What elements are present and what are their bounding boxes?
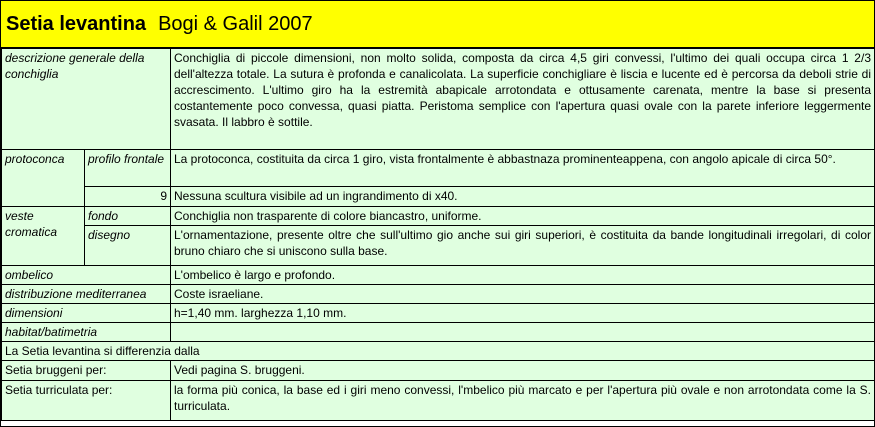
dimensions-text: h=1,40 mm. larghezza 1,10 mm. bbox=[171, 304, 875, 323]
row-distribution bbox=[2, 285, 875, 304]
row-color-pattern bbox=[2, 226, 875, 266]
description-label: descrizione generale della conchiglia bbox=[2, 49, 171, 150]
protoconch-number: 9 bbox=[85, 187, 171, 207]
habitat-text bbox=[171, 323, 875, 342]
row-description bbox=[2, 49, 875, 150]
row-protoconch-sculpture bbox=[2, 187, 875, 207]
species-authority: Bogi & Galil 2007 bbox=[158, 13, 313, 35]
row-turriculata bbox=[2, 381, 875, 421]
front-profile-text: La protoconca, costituita da circa 1 giro, vista frontalmente è abbastnaza prominenteappena, con angolo apicale di circa 50°. bbox=[171, 150, 875, 187]
turriculata-text: la forma più conica, la base ed i giri meno convessi, l'mbelico più marcato e per l'apertura più ovale e non arrotondata come la S. turriculata. bbox=[171, 381, 875, 421]
row-habitat bbox=[2, 323, 875, 342]
umbilicus-label: ombelico bbox=[2, 266, 171, 285]
differs-text: La Setia levantina si differenzia dalla bbox=[2, 342, 875, 361]
habitat-label: habitat/batimetria bbox=[2, 323, 171, 342]
umbilicus-text: L'ombelico è largo e profondo. bbox=[171, 266, 875, 285]
species-name: Setia levantina bbox=[6, 13, 147, 35]
dimensions-label: dimensioni bbox=[2, 304, 171, 323]
row-protoconch-front bbox=[2, 150, 875, 187]
row-dimensions bbox=[2, 304, 875, 323]
row-umbilicus bbox=[2, 266, 875, 285]
description-text: Conchiglia di piccole dimensioni, non molto solida, composta da circa 4,5 giri convessi, l'ultimo dei quali occupa circa 1 2/3 dell'altezza totale. La sutura è profonda e canalicolata. La superficie conchigliare è liscia e lucente ed è percorsa da deboli strie di accrescimento. L'ultimo giro ha la estremità abapicale arrotondata e ottusamente carenata, mentre la base si presenta costantemente poco convessa, quasi piatta. Peristoma semplice con l'apertura quasi ovale con la parete inferiore leggermente svasata. Il labbro è sottile. bbox=[171, 49, 875, 150]
title-bar bbox=[1, 1, 874, 48]
protoconch-label: protoconca bbox=[2, 150, 85, 207]
pattern-text: L'ornamentazione, presente oltre che sull'ultimo gio anche sui giri superiori, è costituita da bande longitudinali irregolari, di color bruno chiaro che si uniscono sulla base. bbox=[171, 226, 875, 266]
distribution-text: Coste israeliane. bbox=[171, 285, 875, 304]
row-bruggeni bbox=[2, 361, 875, 381]
row-differs bbox=[2, 342, 875, 361]
distribution-label: distribuzione mediterranea bbox=[2, 285, 171, 304]
front-profile-label: profilo frontale bbox=[85, 150, 171, 187]
bruggeni-text: Vedi pagina S. bruggeni. bbox=[171, 361, 875, 381]
color-label: veste cromatica bbox=[2, 207, 85, 266]
ground-text: Conchiglia non trasparente di colore biancastro, uniforme. bbox=[171, 207, 875, 226]
bruggeni-label: Setia bruggeni per: bbox=[2, 361, 171, 381]
sculpture-text: Nessuna scultura visibile ad un ingrandimento di x40. bbox=[171, 187, 875, 207]
turriculata-label: Setia turriculata per: bbox=[2, 381, 171, 421]
row-color-ground bbox=[2, 207, 875, 226]
species-table bbox=[1, 48, 875, 421]
pattern-label: disegno bbox=[85, 226, 171, 266]
ground-label: fondo bbox=[85, 207, 171, 226]
